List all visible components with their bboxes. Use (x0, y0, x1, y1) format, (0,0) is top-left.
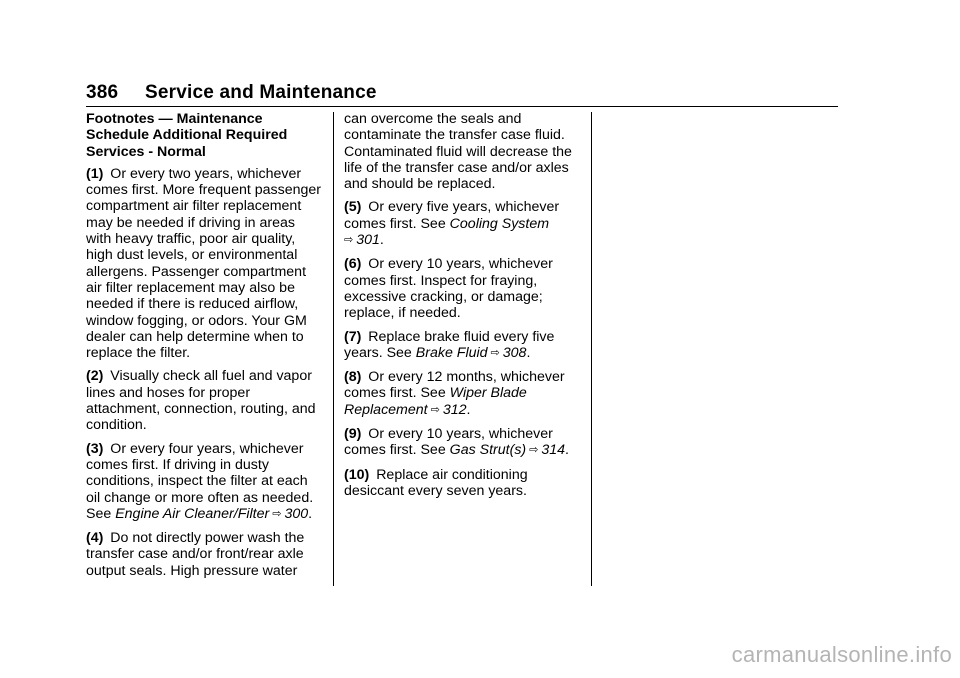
footnote-text: Or every five years, whichever comes first. See (344, 199, 560, 232)
footnote-10 (344, 467, 584, 500)
footnote-label: (3) (86, 440, 104, 457)
footnote-label: (8) (344, 369, 362, 386)
reference-suffix: . (565, 442, 569, 459)
page-reference-arrow-icon: ⇨ (272, 507, 282, 520)
watermark: carmanualsonline.info (731, 642, 952, 667)
footnote-text: Replace air conditioning desiccant every seven years. (344, 466, 528, 499)
page-reference-number[interactable]: 300 (284, 505, 309, 522)
page-reference-number[interactable]: 312 (442, 401, 467, 418)
footnote-label: (2) (86, 368, 104, 385)
cross-reference-link[interactable]: Engine Air Cleaner/Filter (115, 505, 270, 522)
reference-suffix: . (466, 401, 471, 418)
cross-reference-link[interactable]: Cooling System (449, 215, 550, 232)
page-reference-arrow-icon: ⇨ (430, 403, 440, 416)
footnotes-heading: Footnotes — Maintenance Schedule Additional Required Services - Normal (86, 111, 288, 160)
footnote-text: Or every 12 months, whichever comes first. See (344, 369, 565, 402)
column-divider-left (333, 112, 334, 586)
footnote-text: Or every two years, whichever comes first. More frequent passenger compartment air filter replacement may be needed if driving in areas with heavy traffic, poor air quality, high dust levels, or environmental allergens. Passenger compartment air filter replacement may also be needed if there is reduced airflow, window fogging, or odors. Your GM dealer can help determine when to replace the filter. (86, 165, 321, 362)
cross-reference-link[interactable]: Brake Fluid (415, 344, 488, 361)
footnote-label: (6) (344, 256, 362, 273)
footnote-4-start (86, 530, 324, 579)
page-number: 386 (86, 82, 119, 103)
footnote-3 (86, 441, 324, 523)
cross-reference-link[interactable]: Wiper Blade Replacement (344, 385, 527, 418)
reference-suffix: . (526, 344, 531, 361)
section-title: Service and Maintenance (145, 82, 377, 103)
footnote-1 (86, 166, 324, 362)
footnote-text: Or every four years, whichever comes first. If driving in dusty conditions, inspect the filter at each oil change or more often as needed. See (86, 440, 314, 522)
page-header (86, 80, 838, 107)
footnote-4-continued (344, 111, 584, 192)
footnote-2 (86, 368, 324, 433)
footnote-8 (344, 369, 584, 419)
footnote-text: Visually check all fuel and vapor lines and hoses for proper attachment, connection, routing, and condition. (86, 368, 316, 434)
footnote-label: (1) (86, 165, 104, 182)
page-reference-arrow-icon: ⇨ (490, 346, 500, 359)
footnote-5 (344, 199, 584, 249)
cross-reference-link[interactable]: Gas Strut(s) (449, 442, 527, 459)
footnote-label: (7) (344, 328, 362, 345)
footnote-text: Do not directly power wash the transfer case and/or front/rear axle output seals. High pressure water (86, 530, 305, 579)
footnote-label: (5) (344, 199, 362, 216)
page-reference-arrow-icon: ⇨ (344, 234, 354, 247)
page-reference-number[interactable]: 314 (541, 442, 566, 459)
text-column-2 (344, 111, 584, 506)
text-column-1 (86, 111, 324, 586)
footnote-text: can overcome the seals and contaminate the transfer case fluid. Contaminated fluid will decrease the life of the transfer case and/or axles and should be replaced. (344, 111, 572, 193)
column-divider-right (591, 112, 592, 586)
footnote-text: Replace brake fluid every five years. See (344, 328, 555, 361)
footnote-7 (344, 329, 584, 363)
page-reference-number[interactable]: 301 (356, 232, 380, 249)
reference-suffix: . (379, 232, 384, 249)
footnote-text: Or every 10 years, whichever comes first. See (344, 426, 553, 459)
footnote-label: (9) (344, 426, 362, 443)
footnote-label: (10) (344, 466, 370, 483)
footnote-label: (4) (86, 530, 104, 547)
page-reference-arrow-icon: ⇨ (529, 444, 539, 457)
reference-suffix: . (308, 505, 313, 522)
footnote-9 (344, 426, 584, 460)
footnote-text: Or every 10 years, whichever comes first. Inspect for fraying, excessive cracking, or damage; replace, if needed. (344, 256, 553, 322)
page-reference-number[interactable]: 308 (502, 344, 527, 361)
footnote-6 (344, 256, 584, 321)
